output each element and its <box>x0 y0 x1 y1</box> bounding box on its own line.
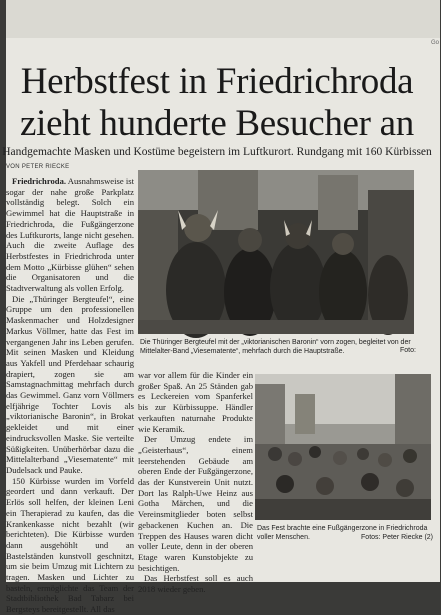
headline-line-2: zieht hunderte Besucher an <box>20 103 414 144</box>
photo-credit-2: Fotos: Peter Riecke (2) <box>361 534 433 541</box>
masthead-corner-text: Go <box>430 40 439 46</box>
article-paragraph: Der Umzug endete im „Geisterhaus“, einem leerstehenden Gebäude am oberen Ende der Fußgängerzone, das der Kunstverein Unit nutzt. Dort las Ralph-Uwe Heinz aus Gotha Märchen, und die Vereinsmitglieder boten selbst gebackenen Kuchen an. Die Treppen des Hauses waren dicht voller Leute, denn in der oberen Etage waren Kunstobjekte zu besichtigen. <box>138 434 253 573</box>
caption-text: Das Fest brachte eine Fußgängerzone in Friedrichroda voller Menschen. <box>257 525 428 541</box>
photo-caption-1: Die Thüringer Bergteufel mit der „viktorianischen Baronin“ vorn zogen, begleitet von der Mittelalter-Band „Viesematente“, mehrfach durch die Hauptstraße. <box>140 339 411 355</box>
photo-caption-2 <box>257 524 433 542</box>
paragraph-text: Ausnahmsweise ist sogar der nahe große Parkplatz vollständig belegt. Solch ein Gewimmel hat die Hauptstraße in Friedrichroda, die Fußgängerzone des Luftkurorts, lange nicht gesehen. Auch die zweite Auflage des Herbstfestes in Friedrichroda unter dem Motto „Kürbisse glühen“ sehen die Organisatoren und die Stadtverwaltung als vollen Erfolg. <box>6 176 134 294</box>
article-column-1 <box>6 176 134 615</box>
article-paragraph: Das Herbstfest soll es auch 2018 wieder geben. <box>138 573 253 595</box>
article-column-2 <box>138 370 253 595</box>
byline: VON PETER RIECKE <box>6 164 70 170</box>
photo-credit-1: Foto: <box>400 347 416 354</box>
page-top-strip <box>6 0 440 38</box>
article-paragraph: war vor allem für die Kinder ein großer Spaß. An 25 Ständen gab es Leckereien vom Spanferkel bis zur Kürbissuppe. Händler verkauften naturnahe Produkte wie Keramik. <box>138 370 253 434</box>
photo-bergteufel-parade <box>138 170 414 334</box>
article-paragraph <box>6 176 134 294</box>
headline-line-1: Herbstfest in Friedrichroda <box>20 61 414 102</box>
photo-crowd-pedestrian-zone <box>255 374 431 520</box>
article-paragraph: 150 Kürbisse wurden im Vorfeld geordert und dann verkauft. Der Erlös soll helfen, der kleinen Leni ein Therapierad zu kaufen, das die Krankenkasse nicht bezahlt (wir berichteten). Die Kürbisse wurden dann ausgehöhlt und an Bastelständen kunstvoll geschnitzt, um sie beim Umzug mit Lichtern zu tragen. Masken und Lichter zu basteln, ermöglichte das Team der Stadtbibliothek Bad Tabarz bei Bergsteys bereitgestellt. All das <box>6 475 134 615</box>
dateline: Friedrichroda. <box>12 176 67 186</box>
subheadline: Handgemachte Masken und Kostüme begeistern im Luftkurort. Rundgang mit 160 Kürbissen <box>2 146 432 158</box>
article-paragraph: Die „Thüringer Bergteufel“, eine Gruppe um den professionellen Maskenmacher und Holzdesigner Markus Völlmer, hatte das Fest im vergangenen Jahr ins Leben gerufen. Mit seinen Masken und Kleidung aus Yakfell und Pferdehaar schaurig drapiert, zogen sie am Samstagnachmittag mehrfach durch das Gewimmel. Ganz vorn Völlmers elfjährige Tochter Lovis als „viktorianische Baronin“, in Brokat gekleidet und mit einer eindrucksvollen Maske. Sie verteilte Süßigkeiten. Unüberhörbar dazu die Mittelalterband „Viesematente“ mit Dudelsack und Pauke. <box>6 293 134 475</box>
